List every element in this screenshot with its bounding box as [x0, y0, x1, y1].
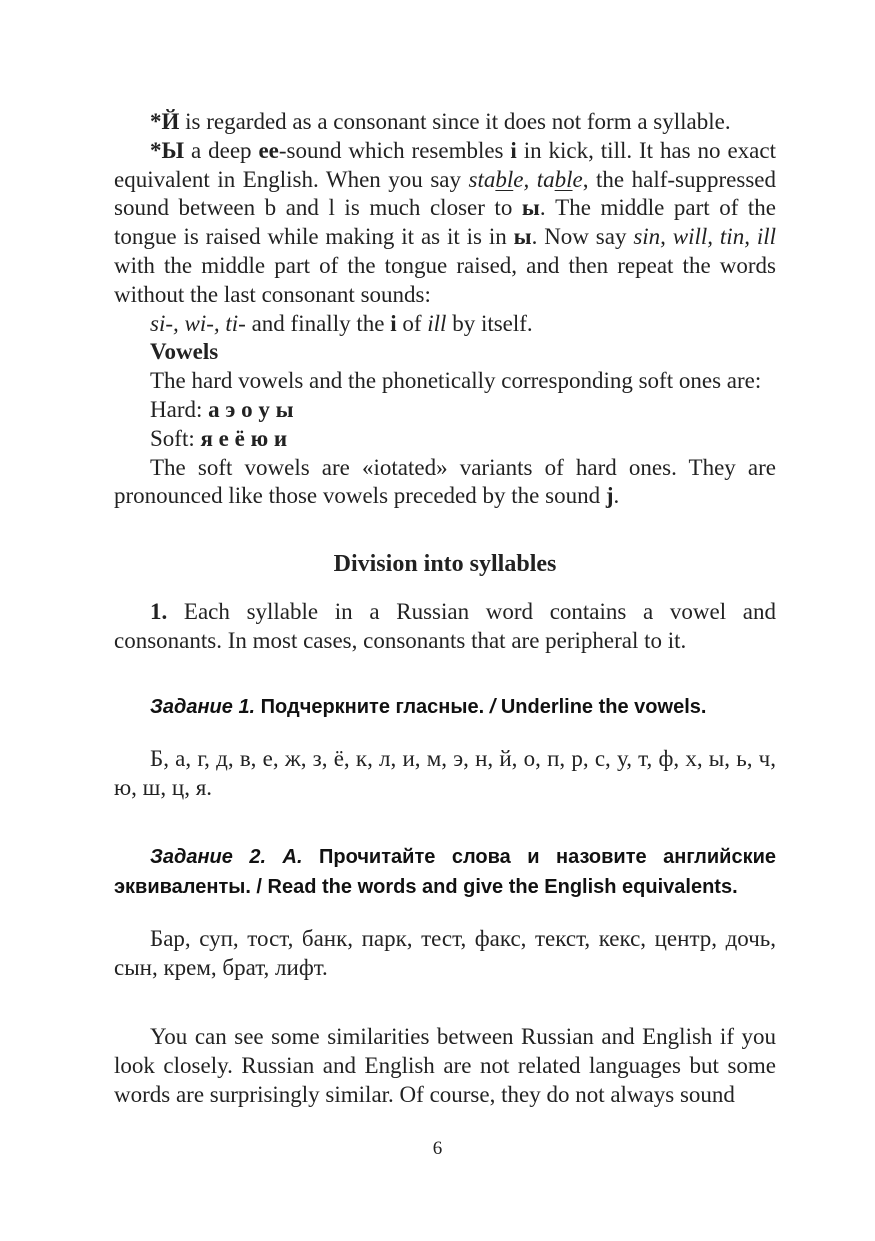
soft-vowels-note: The soft vowels are «iotated» variants of hard ones. They are pronounced like those vowels preceded by the sound j. [114, 454, 776, 509]
page-number: 6 [432, 1138, 443, 1159]
task-2-heading: Задание 2. А. Прочитайте слова и назовите английские эквиваленты. / Read the words and give the English equivalents. [114, 846, 776, 899]
soft-vowels: Soft: я е ё ю и [150, 425, 288, 451]
task-1-letters: Б, а, г, д, в, е, ж, з, ё, к, л, и, м, э, н, й, о, п, р, с, у, т, ф, х, ы, ь, ч, ю, ш, ц, я. [114, 745, 776, 800]
vowels-intro: The hard vowels and the phonetically corresponding soft ones are: [150, 368, 762, 394]
task-2-words: Бар, суп, тост, банк, парк, тест, факс, текст, кекс, центр, дочь, сын, крем, брат, лифт. [114, 926, 776, 981]
closing-paragraph: You can see some similarities between Russian and English if you look closely. Russian and English are not related languages but some words are surprisingly similar. Of course, they do not always sound [114, 1023, 776, 1107]
example-words: stable, table [468, 166, 583, 192]
practice-words: sin, will, tin, ill [633, 224, 776, 250]
hard-vowels: Hard: а э о у ы [150, 396, 294, 422]
task-1-heading: Задание 1. Подчеркните гласные. / Underline the vowels. [150, 695, 707, 718]
section-title: Division into syllables [333, 551, 557, 578]
vowels-heading: Vowels [150, 339, 219, 365]
letter-short-i: *Й [150, 109, 180, 134]
rule-1: 1. Each syllable in a Russian word contains a vowel and consonants. In most cases, consonants that are peripheral to it. [114, 599, 776, 653]
page-content [114, 108, 776, 1109]
consonant-note: *Й is regarded as a consonant since it does not form a syllable. [150, 109, 731, 134]
letter-y: *Ы [150, 137, 185, 163]
y-sound-note: *Ы a deep ee-sound which resembles i in kick, till. It has no exact equivalent in English. When you say stable, table, the half-suppressed sound between b and l is much closer to ы. The middle part of the tongue is raised while making it as it is in ы. Now say sin, will, tin, ill with the middle part of the tongue raised, and then repeat the words without the last consonant sounds: [114, 137, 776, 307]
finally-line: si-, wi-, ti- and finally the i of ill by itself. [150, 310, 533, 336]
